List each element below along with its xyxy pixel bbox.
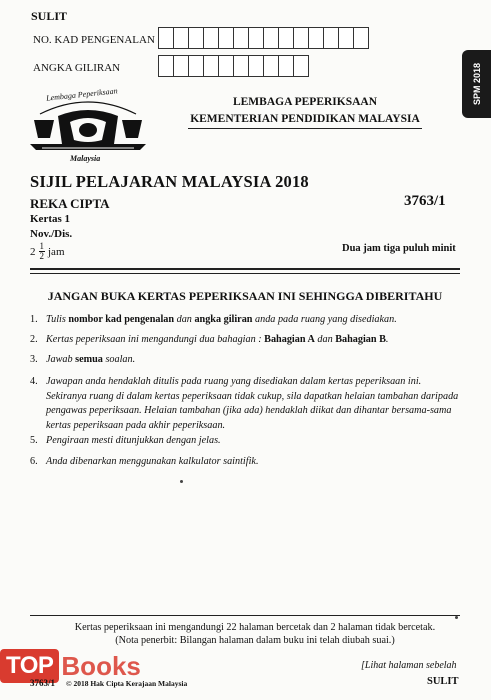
id-number-box[interactable]: [263, 27, 279, 49]
index-number-box[interactable]: [173, 55, 189, 77]
paper-speck: [180, 480, 183, 483]
id-number-box[interactable]: [248, 27, 264, 49]
id-number-box[interactable]: [323, 27, 339, 49]
id-number-box[interactable]: [233, 27, 249, 49]
paper-code: 3763/1: [404, 193, 446, 209]
instruction-bold: semua: [75, 354, 103, 365]
id-number-box[interactable]: [173, 27, 189, 49]
instruction-number: 5.: [30, 435, 38, 446]
instruction-number: 1.: [30, 314, 38, 325]
id-number-box[interactable]: [158, 27, 174, 49]
id-number-box[interactable]: [188, 27, 204, 49]
instruction-text-part: Jawab: [46, 354, 76, 365]
logo-bottom-text: Malaysia: [70, 154, 101, 163]
classification-bottom: SULIT: [427, 676, 459, 687]
classification-top: SULIT: [31, 9, 68, 23]
index-number-box[interactable]: [158, 55, 174, 77]
index-number-box[interactable]: [218, 55, 234, 77]
instruction-text: Jawapan anda hendaklah ditulis pada ruang yang disediakan dalam kertas peperiksaan ini. Sekiranya ruang di dalam kertas peperiksaan tidak cukup, sila dapatkan helaian tambahan daripada pengawas peperiksaan. Helaian tambahan (jika ada) hendaklah diikat dan dihantar bersama-sama kertas peperiksaan pada akhir peperiksaan.: [46, 376, 459, 431]
instruction-bold: nombor kad pengenalan: [68, 314, 175, 325]
page-count-note: Kertas peperiksaan ini mengandungi 22 halaman bercetak dan 2 halaman tidak bercetak.: [74, 622, 436, 633]
instruction-text: Anda dibenarkan menggunakan kalkulator saintifik.: [46, 456, 259, 467]
instruction-4: [30, 375, 460, 433]
instruction-text: [46, 313, 397, 328]
instruction-bold: Bahagian B: [335, 334, 386, 345]
spm-tab-label: SPM 2018: [471, 62, 482, 106]
instruction-1: [30, 313, 460, 328]
index-number-boxes[interactable]: [158, 55, 308, 77]
paper-speck: [455, 616, 458, 619]
index-number-label: ANGKA GILIRAN: [33, 62, 121, 74]
id-number-box[interactable]: [338, 27, 354, 49]
instruction-number: 4.: [30, 376, 38, 387]
do-not-open-warning: JANGAN BUKA KERTAS PEPERIKSAAN INI SEHINGGA DIBERITAHU: [47, 289, 443, 303]
instruction-text-part: Kertas peperiksaan ini mengandungi dua bahagian :: [46, 334, 265, 345]
index-number-box[interactable]: [278, 55, 294, 77]
instruction-text-part: dan: [314, 334, 336, 345]
watermark-top: TOP: [0, 649, 59, 683]
instruction-text-part: dan: [174, 314, 195, 325]
spm-year-tab: [462, 50, 491, 118]
id-number-box[interactable]: [353, 27, 369, 49]
instruction-bold: angka giliran: [194, 314, 253, 325]
instruction-text-part: Tulis: [46, 314, 69, 325]
subject-name: REKA CIPTA: [30, 196, 110, 211]
instruction-text-part: .: [385, 334, 389, 345]
divider-thin: [30, 273, 460, 274]
index-number-box[interactable]: [188, 55, 204, 77]
logo-top-text: Lembaga Peperiksaan: [45, 86, 119, 103]
exam-board-logo: [28, 86, 148, 166]
paper-code-bottom: 3763/1: [30, 678, 56, 688]
id-number-box[interactable]: [203, 27, 219, 49]
id-number-box[interactable]: [218, 27, 234, 49]
id-number-box[interactable]: [278, 27, 294, 49]
id-number-label: NO. KAD PENGENALAN: [33, 34, 155, 46]
instruction-5: [30, 434, 460, 449]
instruction-3: [30, 353, 460, 368]
next-page-note: [Lihat halaman sebelah: [361, 660, 457, 671]
divider-thick: [30, 268, 460, 270]
index-number-box[interactable]: [248, 55, 264, 77]
agency-line-2: KEMENTERIAN PENDIDIKAN MALAYSIA: [190, 113, 420, 125]
duration-half: [39, 242, 46, 261]
instruction-text-part: soalan.: [102, 354, 136, 365]
instruction-number: 2.: [30, 334, 38, 345]
instruction-6: [30, 455, 460, 470]
copyright: © 2018 Hak Cipta Kerajaan Malaysia: [66, 679, 188, 688]
index-number-box[interactable]: [203, 55, 219, 77]
instruction-2: [30, 333, 460, 348]
footer-divider: [30, 615, 460, 616]
index-number-box[interactable]: [293, 55, 309, 77]
agency-line-1: LEMBAGA PEPERIKSAAN: [232, 96, 378, 108]
index-number-box[interactable]: [233, 55, 249, 77]
instruction-text: [46, 333, 388, 348]
id-number-boxes[interactable]: [158, 27, 368, 49]
duration-whole: 2: [30, 245, 36, 258]
instruction-text-part: anda pada ruang yang disediakan.: [252, 314, 397, 325]
publisher-note: (Nota penerbit: Bilangan halaman dalam buku ini telah diubah suai.): [115, 635, 395, 646]
duration-fraction: [30, 242, 65, 261]
watermark-books: Books: [61, 650, 141, 681]
duration-denominator: 2: [39, 251, 44, 261]
instruction-number: 3.: [30, 354, 38, 365]
paper-number: Kertas 1: [30, 213, 71, 225]
id-number-box[interactable]: [293, 27, 309, 49]
agency-underline: [188, 128, 422, 129]
instruction-bold: Bahagian A: [264, 334, 315, 345]
instruction-number: 6.: [30, 456, 38, 467]
duration-unit: jam: [48, 245, 65, 258]
id-number-box[interactable]: [308, 27, 324, 49]
exam-title: SIJIL PELAJARAN MALAYSIA 2018: [30, 172, 309, 191]
index-number-box[interactable]: [263, 55, 279, 77]
exam-session: Nov./Dis.: [30, 228, 73, 240]
instruction-text: [46, 353, 135, 368]
duration-words: Dua jam tiga puluh minit: [342, 243, 456, 254]
duration-numerator: 1: [39, 241, 44, 251]
instruction-text: Pengiraan mesti ditunjukkan dengan jelas.: [46, 435, 221, 446]
